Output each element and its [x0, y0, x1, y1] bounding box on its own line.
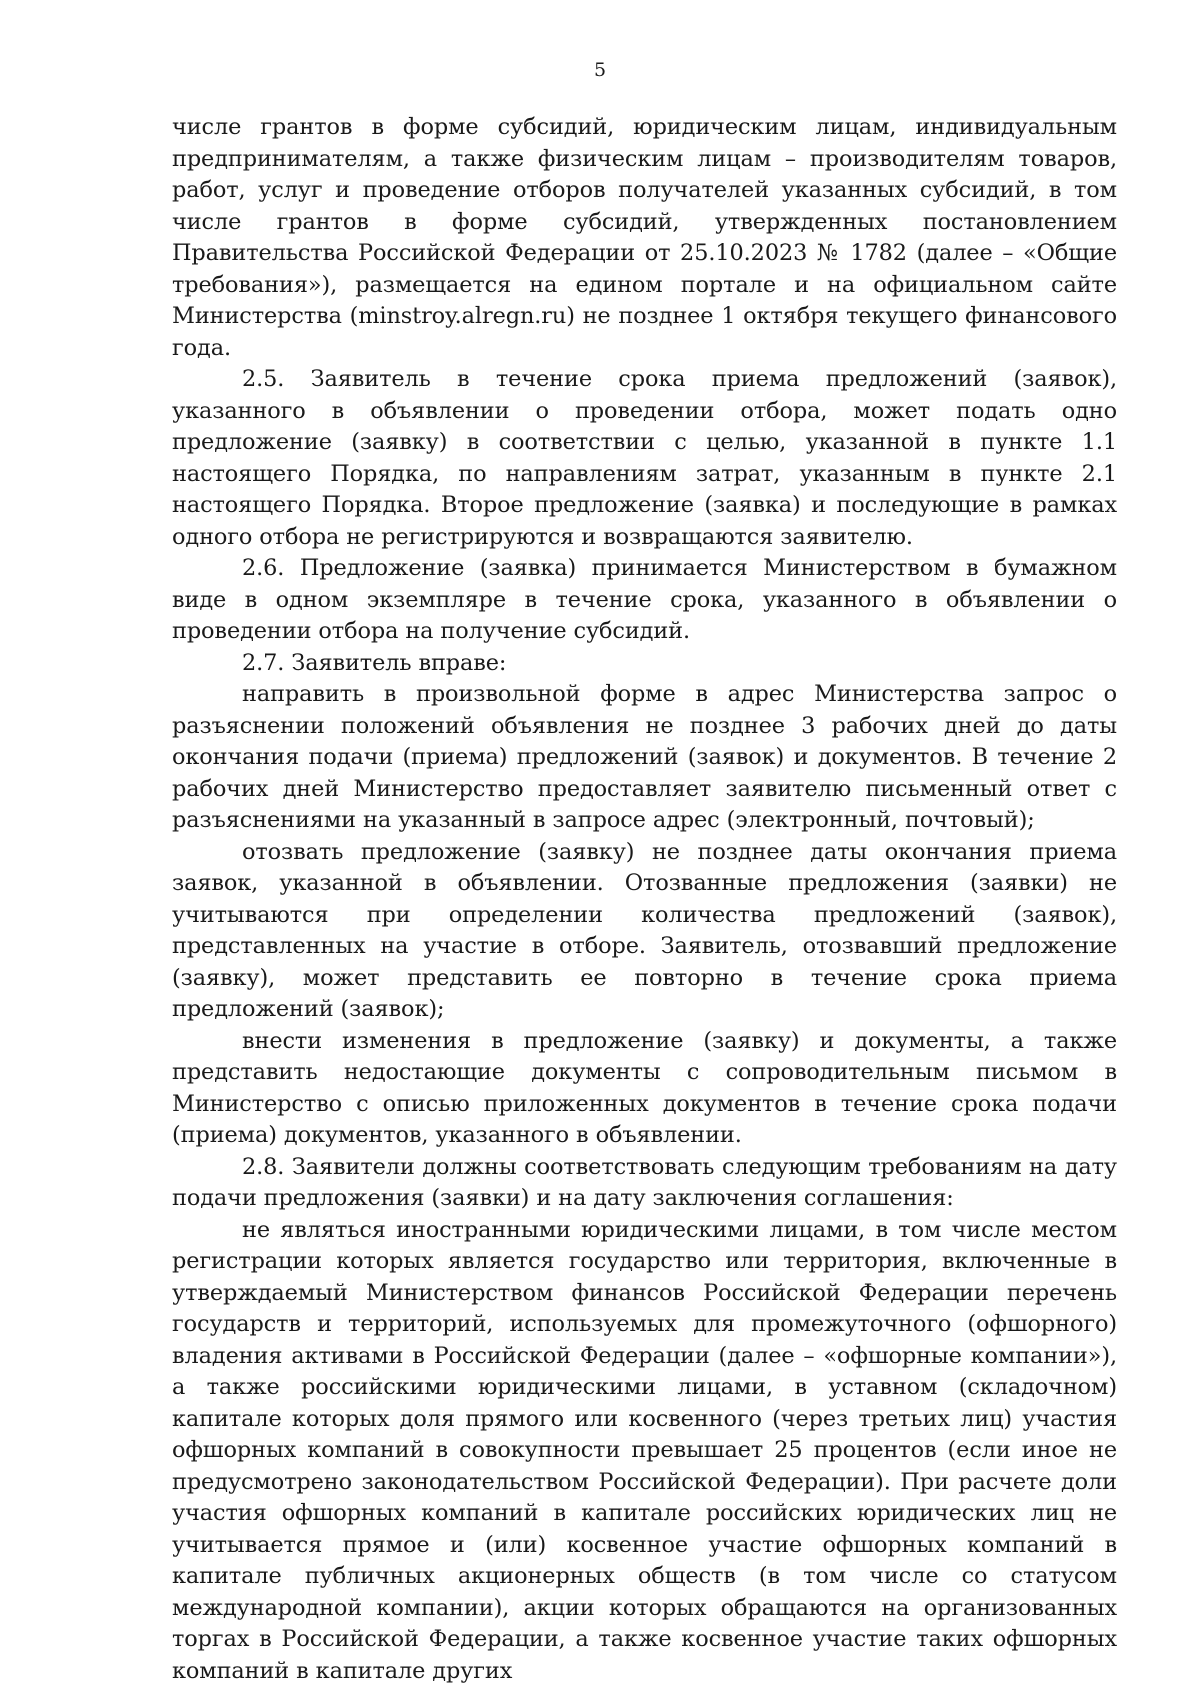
document-body: [172, 112, 1117, 1687]
page-number: 5: [593, 59, 607, 81]
paragraph-continuation: числе грантов в форме субсидий, юридическим лицам, индивидуальным предпринимателям, а также физическим лицам – производителям товаров, работ, услуг и проведение отборов получателей указанных субсидий, в том числе грантов в форме субсидий, утвержденных постановлением Правительства Российской Федерации от 25.10.2023 № 1782 (далее – «Общие требования»), размещается на едином портале и на официальном сайте Министерства (minstroy.alregn.ru) не позднее 1 октября текущего финансового года.: [172, 114, 1117, 361]
paragraph-2-8: 2.8. Заявители должны соответствовать следующим требованиям на дату подачи предложения (заявки) и на дату заключения соглашения:: [172, 1153, 1117, 1211]
paragraph-2-8-offshore-requirement: не являться иностранными юридическими лицами, в том числе местом регистрации которых является государство или территория, включенные в утверждаемый Министерством финансов Российской Федерации перечень государств и территорий, используемых для промежуточного (офшорного) владения активами в Российской Федерации (далее – «офшорные компании»), а также российскими юридическими лицами, в уставном (складочном) капитале которых доля прямого или косвенного (через третьих лиц) участия офшорных компаний в совокупности превышает 25 процентов (если иное не предусмотрено законодательством Российской Федерации). При расчете доли участия офшорных компаний в капитале российских юридических лиц не учитывается прямое и (или) косвенное участие офшорных компаний в капитале публичных акционерных обществ (в том числе со статусом международной компании), акции которых обращаются на организованных торгах в Российской Федерации, а также косвенное участие таких офшорных компаний в капитале других: [172, 1216, 1117, 1684]
paragraph-2-7-withdraw-application: отозвать предложение (заявку) не позднее даты окончания приема заявок, указанной в объявлении. Отозванные предложения (заявки) не учитываются при определении количества предложений (заявок), представленных на участие в отборе. Заявитель, отозвавший предложение (заявку), может представить ее повторно в течение срока приема предложений (заявок);: [172, 838, 1117, 1022]
paragraph-2-7-amend-application: внести изменения в предложение (заявку) и документы, а также представить недостающие документы с сопроводительным письмом в Министерство с описью приложенных документов в течение срока подачи (приема) документов, указанного в объявлении.: [172, 1027, 1117, 1148]
paragraph-2-7: 2.7. Заявитель вправе:: [242, 649, 507, 676]
paragraph-2-7-request-clarification: направить в произвольной форме в адрес Министерства запрос о разъяснении положений объявления не позднее 3 рабочих дней до даты окончания подачи (приема) предложений (заявок) и документов. В течение 2 рабочих дней Министерство предоставляет заявителю письменный ответ с разъяснениями на указанный в запросе адрес (электронный, почтовый);: [172, 681, 1117, 833]
paragraph-2-5: 2.5. Заявитель в течение срока приема предложений (заявок), указанного в объявлении о проведении отбора, может подать одно предложение (заявку) в соответствии с целью, указанной в пункте 1.1 настоящего Порядка, по направлениям затрат, указанным в пункте 2.1 настоящего Порядка. Второе предложение (заявка) и последующие в рамках одного отбора не регистрируются и возвращаются заявителю.: [172, 366, 1117, 550]
paragraph-2-6: 2.6. Предложение (заявка) принимается Министерством в бумажном виде в одном экземпляре в течение срока, указанного в объявлении о проведении отбора на получение субсидий.: [172, 555, 1117, 644]
